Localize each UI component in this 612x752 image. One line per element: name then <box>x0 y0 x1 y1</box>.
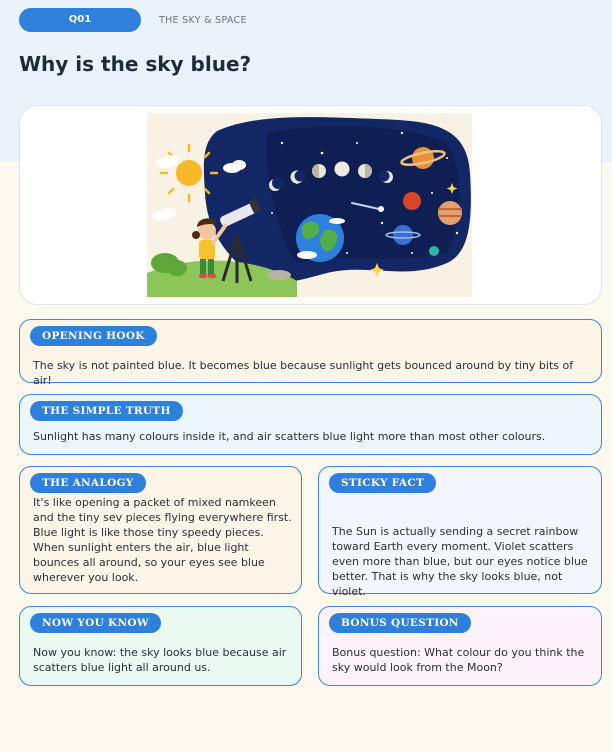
section-badge: THE ANALOGY <box>30 473 146 493</box>
mars-icon <box>403 192 421 210</box>
section-text: The Sun is actually sending a secret rainbow toward Earth every moment. Violet scatters even more than blue, but our eyes notice blue better. That is why the sky looks blue, not violet. <box>332 525 588 598</box>
section-badge: BONUS QUESTION <box>329 613 471 633</box>
section-badge: THE SIMPLE TRUTH <box>30 401 183 421</box>
section-text: Now you know: the sky looks blue because air scatters blue light all around us. <box>33 646 287 674</box>
bonus-question-card <box>318 606 602 686</box>
topic-label: THE SKY & SPACE <box>159 15 247 26</box>
page-title: Why is the sky blue? <box>19 52 252 76</box>
sticky-fact-card <box>318 466 602 598</box>
question-id-badge: Q01 <box>19 8 141 32</box>
section-badge: OPENING HOOK <box>30 326 157 346</box>
section-text: It's like opening a packet of mixed namkeen and the tiny sev pieces flying everywhere first. Blue light is like those tiny speedy pieces. When sunlight enters the air, blue light bounces all around, so your eyes see blue wherever you look. <box>33 496 292 584</box>
analogy-card <box>19 466 302 594</box>
space-illustration <box>147 113 472 297</box>
rock-icon <box>267 270 291 280</box>
section-text: The sky is not painted blue. It becomes blue because sunlight gets bounced around by tiny bits of air! <box>33 359 574 387</box>
jupiter-icon <box>438 201 462 225</box>
opening-hook-card <box>19 319 602 387</box>
section-badge: NOW YOU KNOW <box>30 613 161 633</box>
small-planet-icon <box>429 246 439 256</box>
section-text: Sunlight has many colours inside it, and air scatters blue light more than most other colours. <box>33 430 546 443</box>
section-badge: STICKY FACT <box>329 473 436 493</box>
simple-truth-card <box>19 394 602 455</box>
section-text: Bonus question: What colour do you think the sky would look from the Moon? <box>332 646 585 674</box>
now-you-know-card <box>19 606 302 686</box>
